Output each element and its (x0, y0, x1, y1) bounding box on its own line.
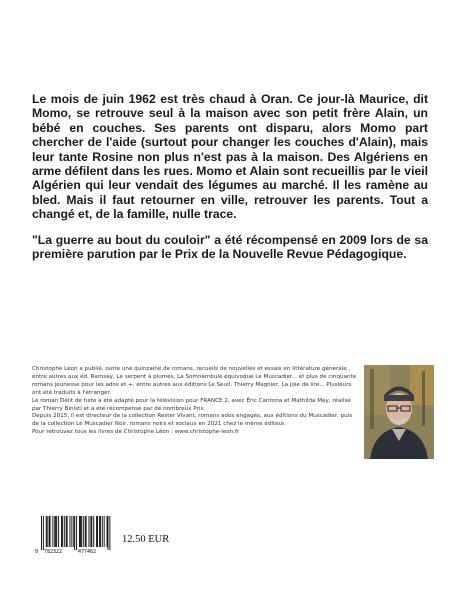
barcode-bar (96, 516, 97, 547)
bio-paragraph: Le roman Délit de fuite a été adapté pour la télévision pour FRANCE 2, avec Éric Cantona et Mathilda May, réalisé par Thierry Binisti et a été récompensé par de nombreux Prix. (32, 397, 351, 412)
barcode-bar (107, 516, 108, 547)
barcode-bar (50, 516, 51, 547)
price-label: 12.50 EUR (122, 534, 170, 545)
barcode-bar (83, 516, 84, 547)
bio-paragraph: Depuis 2015, il est directeur de la collection Rester Vivant, romans ados engagés, aux éditions du Muscadier, puis de la collection Le Muscadier Noir, romans noirs et sociaux en 2021 chez le même éditeur. (32, 413, 353, 428)
isbn-barcode (34, 515, 112, 555)
barcode-bar (91, 516, 92, 547)
barcode-bar (46, 516, 47, 547)
barcode-bar (67, 516, 68, 547)
barcode-bar (97, 516, 98, 547)
barcode-bar (55, 516, 56, 547)
barcode-bar (64, 516, 65, 547)
back-cover-summary: Le mois de juin 1962 est très chaud à Oran. Ce jour-là Maurice, dit Momo, se retrouve seul à la maison avec son petit frère Alain, un bébé en couches. Ses parents ont disparu, alors Momo part chercher de l'aide (surtout pour changer les couches d'Alain), mais leur tante Rosine non plus n'est pas à la maison. Des Algériens en arme défilent dans les rues. Momo et Alain sont recueillis par le vieil Algérien qui leur vendait des légumes au marché. Il les ramène au bled. Mais il faut retourner en ville, retrouver les parents. Tout a changé et, de la famille, nulle trace. (32, 92, 428, 222)
barcode-bar (54, 516, 55, 547)
barcode-digits-left: 782322 (44, 549, 63, 555)
barcode-bar (43, 516, 44, 550)
barcode-bar (56, 516, 57, 547)
barcode-bar (90, 516, 91, 547)
author-biography (32, 366, 360, 437)
barcode-digits-right: 477462 (78, 549, 97, 555)
barcode-bar (66, 516, 67, 547)
barcode-digit-first: 9 (35, 549, 39, 555)
barcode-bar (100, 516, 101, 547)
barcode-bar (102, 516, 103, 547)
barcode-bar (85, 516, 86, 547)
barcode-bar (99, 516, 100, 547)
barcode-bar (70, 516, 71, 547)
barcode-bar (47, 516, 48, 547)
barcode-bar (80, 516, 81, 547)
author-photo (364, 365, 434, 459)
barcode-bar (41, 516, 42, 550)
barcode-bar (52, 516, 53, 547)
barcode-bar (71, 516, 72, 547)
bio-website: Pour retrouvez tous les livres de Christophe Léon : www.christophe-leon.fr (32, 429, 240, 436)
barcode-bar (86, 516, 87, 547)
barcode-bar (76, 516, 77, 550)
barcode-bar (62, 516, 63, 547)
barcode-bar (79, 516, 80, 547)
barcode-bar (89, 516, 90, 547)
barcode-bar (108, 516, 109, 550)
barcode-bar (58, 516, 59, 547)
barcode-bar (61, 516, 62, 547)
barcode-bar (49, 516, 50, 547)
barcode-bar (93, 516, 94, 547)
award-statement: "La guerre au bout du couloir" a été récompensé en 2009 lors de sa première parution par le Prix de la Nouvelle Revue Pédagogique. (32, 233, 428, 262)
barcode-bar (104, 516, 105, 547)
bio-paragraph: Christophe Léon a publié, outre une quinzaine de romans, recueils de nouvelles et essais en littérature générale , entre autres aux éd. Ramsay, Le serpent à plumes, La Somnambule équivoque Le Muscadier... et plus de cinquante romans jeunesse pour les ados et +, entre autres aux éditions Le Seuil, Thierry Magnier, La joie de lire... Plusieurs ont été traduits à l'étranger. (32, 366, 357, 396)
barcode-bar (81, 516, 82, 547)
barcode-bar (74, 516, 75, 550)
barcode-bar (109, 516, 110, 550)
barcode-bar (73, 516, 74, 547)
